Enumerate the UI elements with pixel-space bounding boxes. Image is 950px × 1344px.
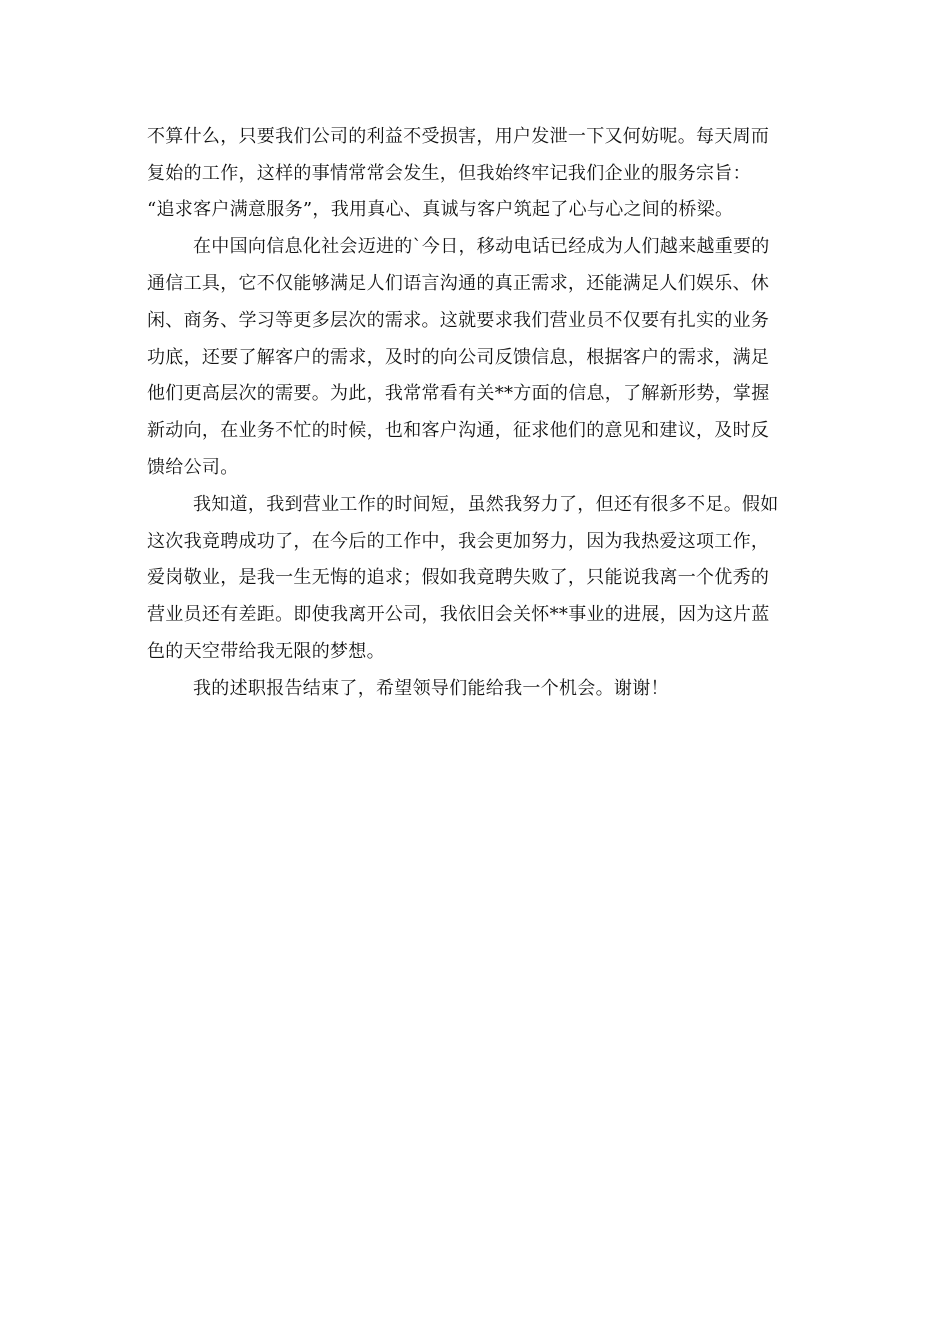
paragraph-3-line-1: 我知道，我到营业工作的时间短，虽然我努力了，但还有很多不足。假如: [193, 494, 779, 515]
paragraph-2-line-5: 他们更高层次的需要。为此，我常常看有关**方面的信息，了解新形势，掌握: [147, 383, 770, 404]
paragraph-3-line-3: 爱岗敬业，是我一生无悔的追求；假如我竟聘失败了，只能说我离一个优秀的: [147, 567, 770, 588]
paragraph-2-line-1: 在中国向信息化社会迈进的`今日，移动电话已经成为人们越来越重要的: [193, 236, 770, 257]
paragraph-1-line-3: “追求客户满意服务”，我用真心、真诚与客户筑起了心与心之间的桥梁。: [147, 199, 734, 220]
paragraph-3-line-4: 营业员还有差距。即使我离开公司，我依旧会关怀**事业的进展，因为这片蓝: [147, 604, 770, 625]
paragraph-2-line-3: 闲、商务、学习等更多层次的需求。这就要求我们营业员不仅要有扎实的业务: [147, 310, 770, 331]
paragraph-2-line-7: 馈给公司。: [147, 457, 239, 478]
paragraph-3-line-5: 色的天空带给我无限的梦想。: [147, 641, 385, 662]
paragraph-2-line-4: 功底，还要了解客户的需求，及时的向公司反馈信息，根据客户的需求，满足: [147, 347, 770, 368]
paragraph-3-line-2: 这次我竟聘成功了，在今后的工作中，我会更加努力，因为我热爱这项工作，: [147, 531, 770, 552]
paragraph-4-line-1: 我的述职报告结束了，希望领导们能给我一个机会。谢谢！: [193, 678, 669, 699]
paragraph-1-line-2: 复始的工作，这样的事情常常会发生，但我始终牢记我们企业的服务宗旨：: [147, 163, 751, 184]
paragraph-2-line-2: 通信工具，它不仅能够满足人们语言沟通的真正需求，还能满足人们娱乐、休: [147, 273, 770, 294]
paragraph-1-line-1: 不算什么，只要我们公司的利益不受损害，用户发泄一下又何妨呢。每天周而: [147, 126, 770, 147]
paragraph-2-line-6: 新动向，在业务不忙的时候，也和客户沟通，征求他们的意见和建议，及时反: [147, 420, 770, 441]
